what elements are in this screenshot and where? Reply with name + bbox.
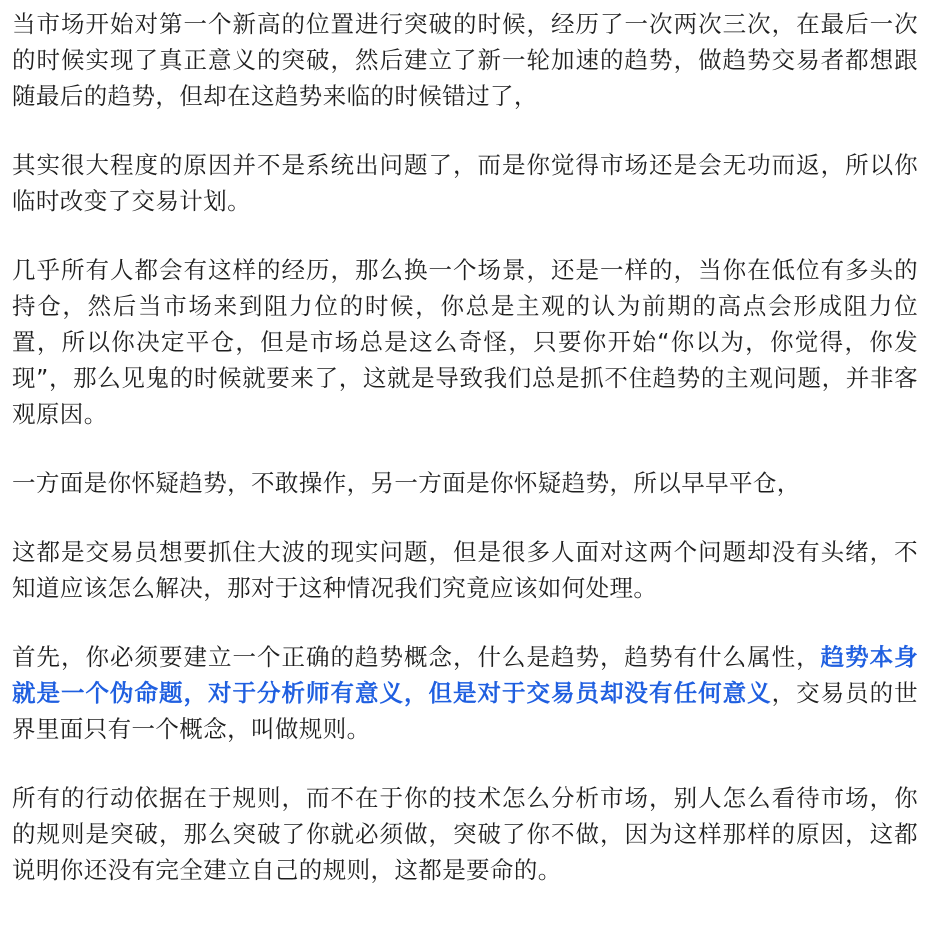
article-body (12, 6, 918, 888)
paragraph-6 (12, 639, 918, 747)
paragraph-2: 其实很大程度的原因并不是系统出问题了，而是你觉得市场还是会无功而返，所以你临时改变了交易计划。 (12, 151, 918, 215)
paragraph-1: 当市场开始对第一个新高的位置进行突破的时候，经历了一次两次三次，在最后一次的时候实现了真正意义的突破，然后建立了新一轮加速的趋势，做趋势交易者都想跟随最后的趋势，但却在这趋势来临的时候错过了， (12, 10, 918, 110)
paragraph-5: 这都是交易员想要抓住大波的现实问题，但是很多人面对这两个问题却没有头绪，不知道应该怎么解决，那对于这种情况我们究竟应该如何处理。 (12, 538, 918, 602)
paragraph-6-outro: ，交易员的世界里面只有一个概念，叫做规则。 (12, 679, 918, 743)
highlighted-key-sentence: 趋势本身就是一个伪命题，对于分析师有意义，但是对于交易员却没有任何意义 (12, 643, 919, 707)
paragraph-4: 一方面是你怀疑趋势，不敢操作，另一方面是你怀疑趋势，所以早早平仓， (12, 469, 801, 497)
paragraph-7: 所有的行动依据在于规则，而不在于你的技术怎么分析市场，别人怎么看待市场，你的规则是突破，那么突破了你就必须做，突破了你不做，因为这样那样的原因，这都说明你还没有完全建立自己的规则，这都是要命的。 (12, 784, 918, 884)
paragraph-6-intro: 首先，你必须要建立一个正确的趋势概念，什么是趋势，趋势有什么属性， (12, 643, 821, 671)
paragraph-3: 几乎所有人都会有这样的经历，那么换一个场景，还是一样的，当你在低位有多头的持仓，然后当市场来到阻力位的时候，你总是主观的认为前期的高点会形成阻力位置，所以你决定平仓，但是市场总是这么奇怪，只要你开始“你以为，你觉得，你发现”，那么见鬼的时候就要来了，这就是导致我们总是抓不住趋势的主观问题，并非客观原因。 (12, 256, 918, 428)
